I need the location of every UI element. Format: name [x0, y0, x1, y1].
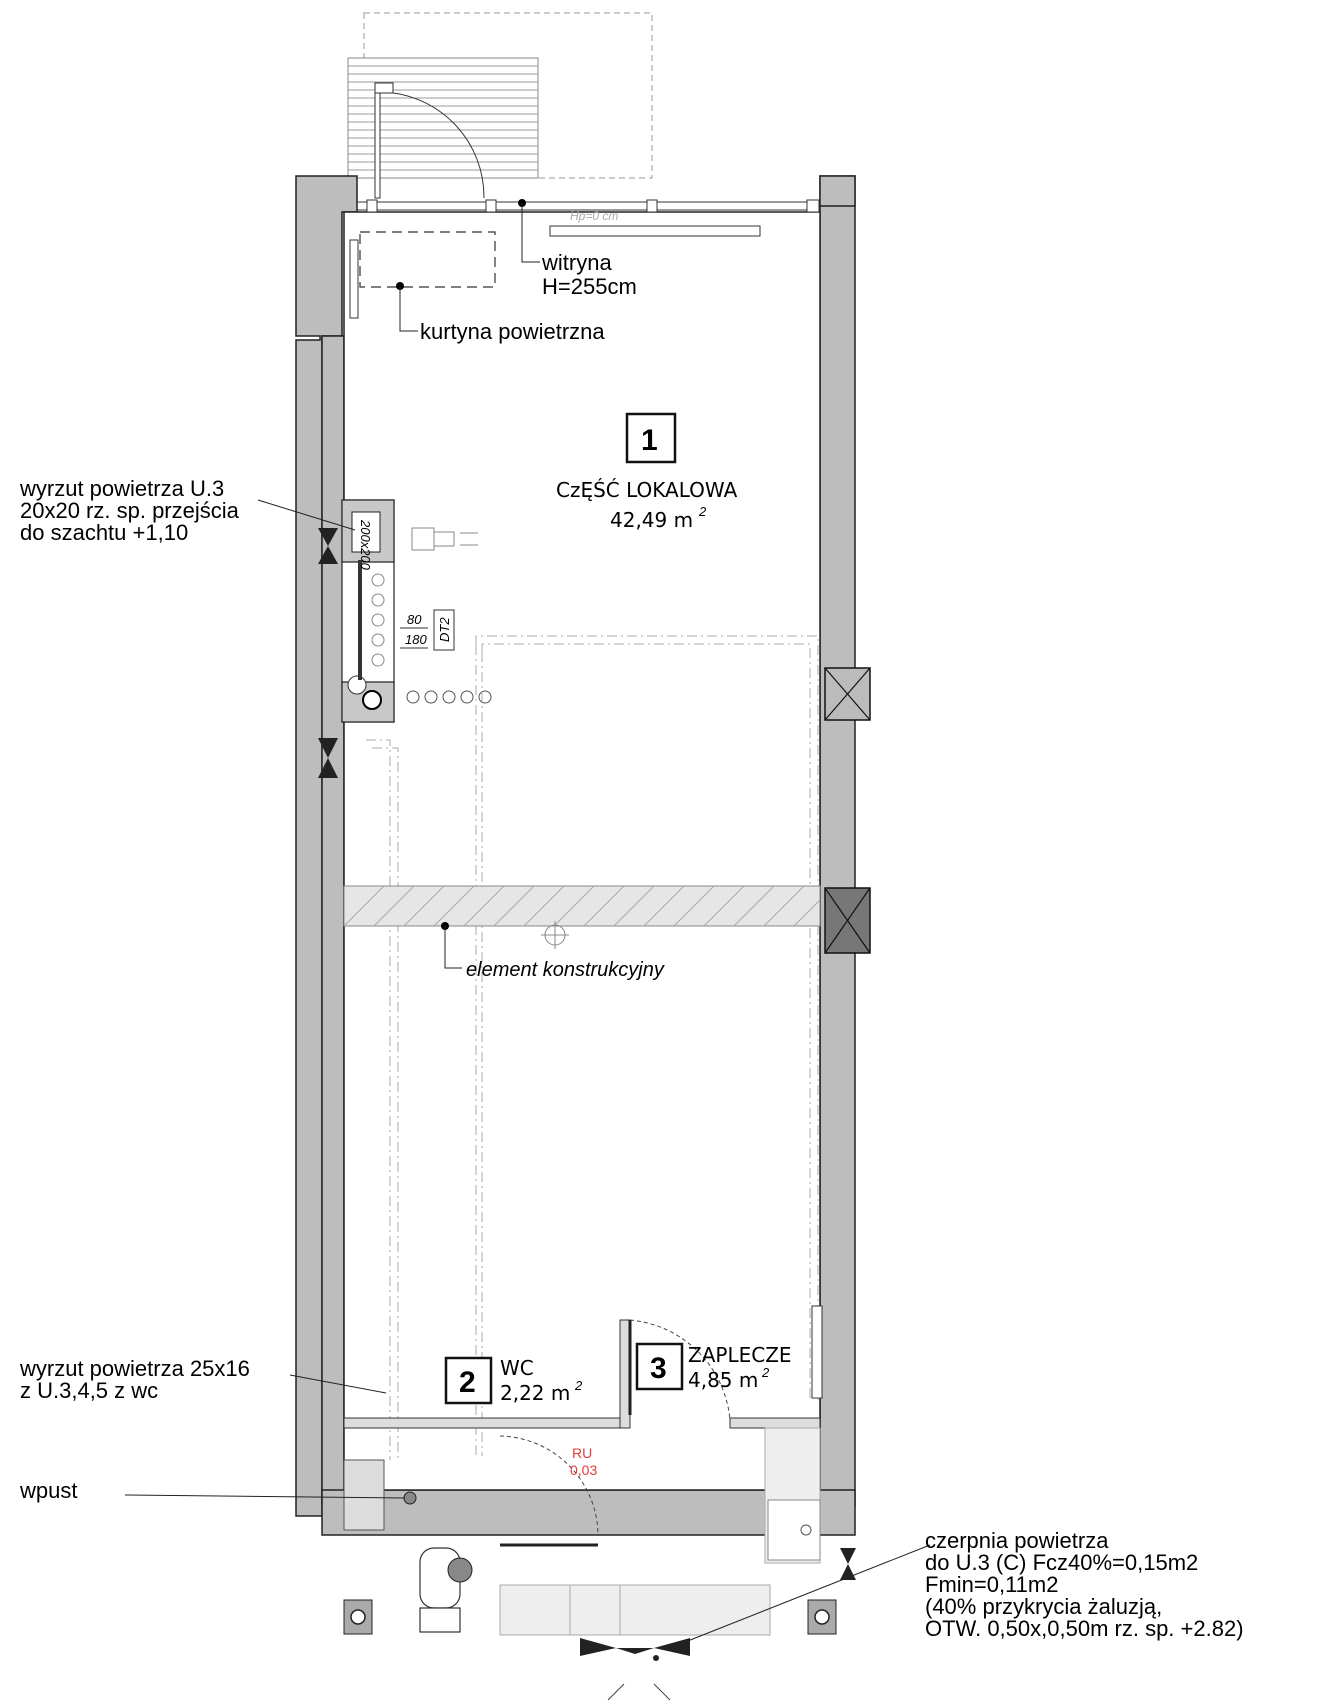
room-2-area-sup: 2 [575, 1378, 583, 1393]
dim-80: 80 [407, 612, 422, 627]
element-label: element konstrukcyjny [466, 959, 664, 981]
dim-180: 180 [405, 632, 427, 647]
czerpnia-line4: (40% przykrycia żaluzją, [925, 1594, 1163, 1619]
kurtyna-label: kurtyna powietrzna [420, 319, 605, 344]
witryna-label: witryna [542, 250, 612, 275]
wpust-label: wpust [20, 1478, 78, 1503]
czerpnia-line1: czerpnia powietrza [925, 1528, 1109, 1553]
ru-value: 0,03 [570, 1462, 598, 1478]
room-3-area-sup: 2 [762, 1365, 770, 1380]
dt2-label: DT2 [437, 617, 452, 642]
room-2-number: 2 [459, 1366, 476, 1399]
room-3-area: 4,85 m [688, 1368, 759, 1392]
wyrzut2-line1: wyrzut powietrza 25x16 [20, 1356, 250, 1381]
room-1-name: CzĘŚĆ LOKALOWA [556, 478, 738, 502]
room-1-number: 1 [641, 424, 658, 457]
czerpnia-line3: Fmin=0,11m2 [925, 1572, 1059, 1597]
wyrzut1-line2: 20x20 rz. sp. przejścia [20, 498, 239, 523]
wyrzut1-line1: wyrzut powietrza U.3 [20, 476, 225, 501]
room-1-area-sup: 2 [699, 504, 707, 519]
structural-beam [344, 886, 820, 926]
wyrzut1-line3: do szachtu +1,10 [20, 520, 189, 545]
ru-label: RU [572, 1445, 593, 1461]
counter [500, 1585, 770, 1635]
room-3-number: 3 [650, 1352, 667, 1385]
intake-arrows [608, 1684, 670, 1700]
czerpnia-line2: do U.3 (C) Fcz40%=0,15m2 [925, 1550, 1199, 1575]
hp-label: Hp=0 cm [570, 209, 619, 223]
balcony-outline [348, 13, 652, 198]
room-3-name: ZAPLECZE [688, 1343, 792, 1367]
witryna-height: H=255cm [542, 274, 637, 299]
czerpnia-line5: OTW. 0,50x,0,50m rz. sp. +2.82) [925, 1616, 1244, 1641]
room-2-area: 2,22 m [500, 1381, 571, 1405]
room-1-area: 42,49 m [610, 508, 694, 532]
wyrzut2-line2: z U.3,4,5 z wc [20, 1378, 159, 1403]
shaft-dim-label: 200x200 [358, 520, 373, 570]
room-interior [344, 212, 820, 1490]
room-2-name: WC [500, 1356, 534, 1380]
